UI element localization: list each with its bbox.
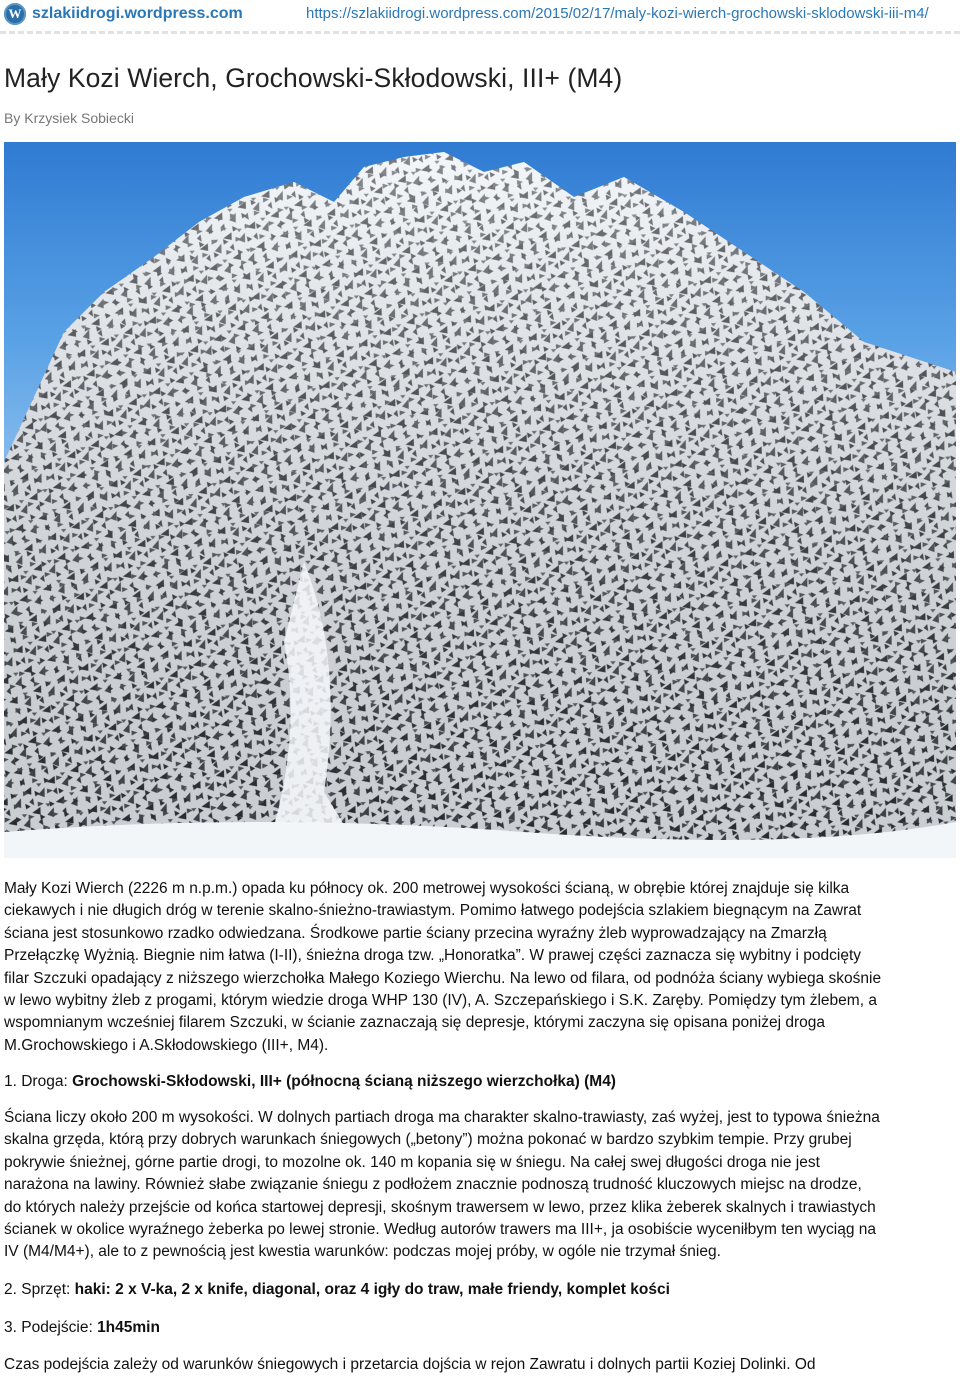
route-heading [4,1071,616,1093]
mountain-photo-illustration [4,142,956,858]
article-byline: By Krzysiek Sobiecki [4,110,134,126]
gear-list: haki: 2 x V-ka, 2 x knife, diagonal, oraz 4 igły do traw, małe friendy, komplet kości [74,1281,670,1298]
approach-time: 1h45min [97,1319,160,1336]
approach-line [4,1317,160,1339]
approach-prefix: 3. Podejście: [4,1319,98,1336]
article-title: Mały Kozi Wierch, Grochowski-Skłodowski, III+ (M4) [4,63,623,93]
browser-header [0,0,960,30]
mountain-photo [4,142,956,858]
wordpress-logo-icon[interactable]: W [4,3,26,25]
route-name: Grochowski-Skłodowski, III+ (północną ścianą niższego wierzchołka) (M4) [72,1073,616,1090]
route-description: Ściana liczy około 200 m wysokości. W dolnych partiach droga ma charakter skalno-trawiasty, zaś wyżej, jest to typowa śnieżna skalna grzęda, którą przy dobrych warunkach śniegowych („betony”) można pokonać w bardzo szybkim tempie. Przy grubej pokrywie śnieżnej, górne partie drogi, to mozolne ok. 140 m kopania się w śniegu. Na całej swej długości droga nie jest narażona na lawiny. Również słabe związanie śniegu z podłożem znacznie podnoszą trudność kluczowych miejsc na drodze, do których należy przejście od końca startowej depresji, skośnym trawersem w lewo, przez klika żeberek skalnych i trawiastych ścianek w okolice wyraźnego żeberka po lewej stronie. Według autorów trawers ma III+, ja osobiście wyceniłbym ten wyciąg na IV (M4/M4+), ale to z pewnością jest kwestia warunków: podczas mojej próby, w ogóle nie trzymał śnieg. [4,1109,880,1261]
approach-description: Czas podejścia zależy od warunków śniegowych i przetarcia dojścia w rejon Zawratu i dolnych partii Koziej Dolinki. Od [4,1356,816,1373]
gear-line [4,1279,670,1301]
page-url-link[interactable]: https://szlakiidrogi.wordpress.com/2015/02/17/maly-kozi-wierch-grochowski-sklodowski-iii-m4/ [306,5,929,22]
intro-paragraph: Mały Kozi Wierch (2226 m n.p.m.) opada ku północy ok. 200 metrowej wysokości ścianą, w obrębie której znajduje się kilka ciekawych i nie długich dróg w terenie skalno-śnieżno-trawiastym. Pomimo łatwego podejścia szlakiem biegnącym na Zawrat ściana jest stosunkowo rzadko odwiedzana. Środkowe partie ściany przecina wyraźny żleb wyprowadzający na Zmarzłą Przełączkę Wyżnią. Biegnie nim łatwa (I-II), śnieżna droga tzw. „Honoratka”. W prawej części zaznacza się wybitny i podcięty filar Szczuki opadający z niższego wierzchołka Małego Koziego Wierchu. Na lewo od filara, od podnóża ściany wybiega skośnie w lewo wybitny żleb z progami, którym wiedzie droga WHP 130 (IV), A. Szczepańskiego i S.K. Zaręby. Pomiędzy tym żlebem, a wspomnianym wcześniej filarem Szczuki, w ścianie zaznaczają się depresje, którymi zaczyna się opisana poniżej droga M.Grochowskiego i A.Skłodowskiego (III+, M4). [4,880,882,1054]
site-name-link[interactable]: szlakiidrogi.wordpress.com [32,5,243,22]
header-divider [0,31,960,34]
gear-prefix: 2. Sprzęt: [4,1281,75,1298]
route-prefix: 1. Droga: [4,1073,73,1090]
